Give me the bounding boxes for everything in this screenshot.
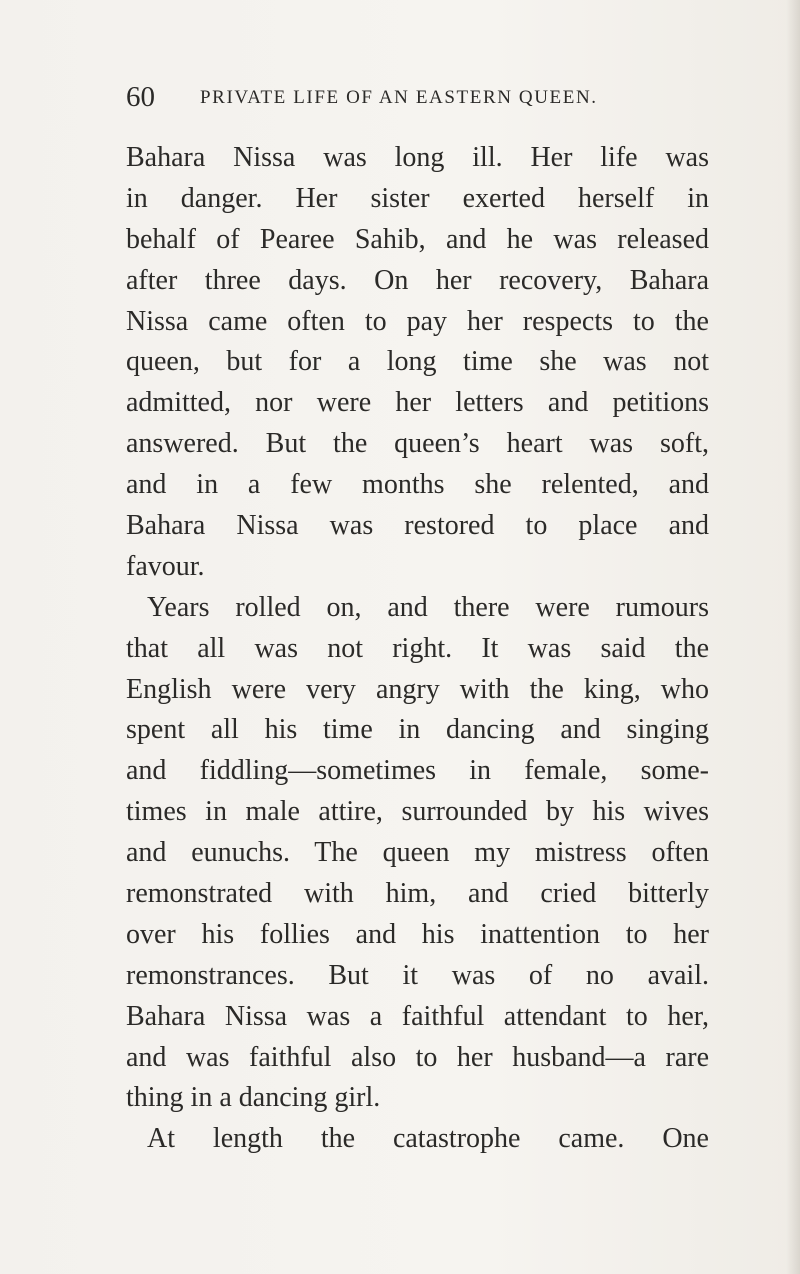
text-line: and fiddling—sometimes in female, some- bbox=[126, 755, 709, 787]
text-line: Nissa came often to pay her respects to the bbox=[126, 305, 709, 337]
text-line: At length the catastrophe came. One bbox=[147, 1123, 709, 1155]
running-header bbox=[126, 80, 726, 114]
text-line: in danger. Her sister exerted herself in bbox=[126, 182, 709, 214]
text-line: admitted, nor were her letters and petitions bbox=[126, 387, 709, 419]
text-line: and eunuchs. The queen my mistress often bbox=[126, 837, 709, 869]
text-line: over his follies and his inattention to her bbox=[126, 918, 709, 950]
text-line: Bahara Nissa was long ill. Her life was bbox=[126, 142, 709, 173]
text-line: Bahara Nissa was a faithful attendant to her, bbox=[126, 1000, 709, 1032]
text-line: queen, but for a long time she was not bbox=[126, 346, 709, 378]
text-line: that all was not right. It was said the bbox=[126, 632, 709, 664]
text-line: Years rolled on, and there were rumours bbox=[147, 591, 709, 623]
text-line: spent all his time in dancing and singing bbox=[126, 714, 709, 746]
text-line: and in a few months she relented, and bbox=[126, 469, 709, 501]
body-text bbox=[126, 138, 709, 1160]
text-line: and was faithful also to her husband—a rare bbox=[126, 1041, 709, 1073]
text-line: after three days. On her recovery, Bahara bbox=[126, 264, 709, 296]
text-line: remonstrated with him, and cried bitterly bbox=[126, 878, 709, 910]
text-line: times in male attire, surrounded by his wives bbox=[126, 796, 709, 828]
page-number: 60 bbox=[126, 81, 155, 113]
text-line: English were very angry with the king, who bbox=[126, 673, 709, 705]
text-line: answered. But the queen’s heart was soft, bbox=[126, 428, 709, 460]
running-title: PRIVATE LIFE OF AN EASTERN QUEEN. bbox=[200, 87, 598, 108]
text-line: remonstrances. But it was of no avail. bbox=[126, 959, 709, 991]
page-edge-shadow bbox=[786, 0, 800, 1274]
text-line: thing in a dancing girl. bbox=[126, 1082, 381, 1114]
text-line: favour. bbox=[126, 550, 205, 582]
text-line: behalf of Pearee Sahib, and he was released bbox=[126, 223, 709, 255]
text-line: Bahara Nissa was restored to place and bbox=[126, 510, 709, 542]
